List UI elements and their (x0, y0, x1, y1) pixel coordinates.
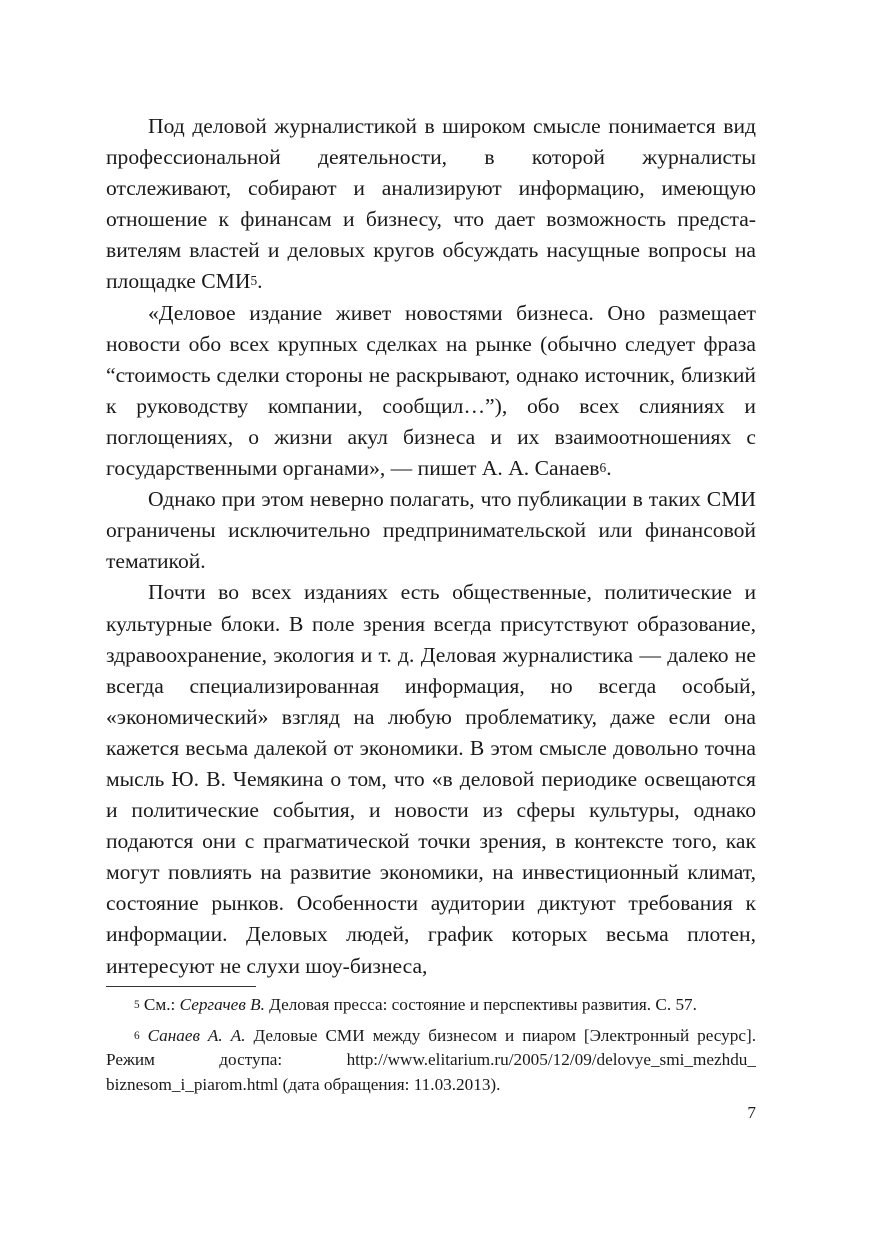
page-number: 7 (747, 1103, 756, 1122)
footnote-5-prefix: См.: (143, 995, 180, 1014)
paragraph-2-end: . (606, 456, 612, 481)
footnote-divider (106, 986, 256, 987)
paragraph-1 (106, 111, 756, 298)
footnote-5-mark: 5 (134, 999, 140, 1011)
paragraph-4 (106, 577, 756, 981)
paragraph-4-text: Почти во всех изданиях есть общественные, политические и культурные блоки. В поле зрения всегда присутствуют образование, здравоохранение, экология и т. д. Деловая журналистика — далеко не всегда специализированная информация, но всегда особый, «экономический» взгляд на любую проблематику, даже если она кажется весьма далекой от экономики. В этом смысле довольно точна мысль Ю. В. Чемякина о том, что «в деловой периодике освещаются и политические события, и новости из сферы культуры, однако подаются они с прагматической точки зрения, в контексте того, как могут повлиять на развитие экономики, на инвестиционный климат, состояние рынков. Особенности аудитории диктуют требования к информации. Деловых людей, график которых весьма плотен, интересуют не слухи шоу-бизнеса, (106, 580, 756, 978)
body-text (106, 111, 756, 982)
footnote-ref-5: 5 (250, 273, 258, 289)
footnotes (106, 993, 756, 1103)
footnote-6-author: Санаев А. А. (147, 1025, 246, 1045)
footnote-5-text: Деловая пресса: состояние и перспективы развития. С. 57. (264, 995, 697, 1014)
paragraph-1-text: Под деловой журналистикой в широком смысле понимается вид профессиональной деятельности, в которой журналисты отслеживают, собирают и анализируют информацию, имеющую отношение к финансам и бизнесу, что дает возможность представителям властей и деловых кругов обсуждать насущные вопросы на площадке СМИ (106, 114, 756, 294)
paragraph-1-end: . (257, 269, 263, 294)
paragraph-3 (106, 484, 756, 577)
footnote-5 (106, 993, 756, 1018)
paragraph-2-text: «Деловое издание живет новостями бизнеса. Оно размещает новости обо всех крупных сделках на рынке (обычно следует фраза “стоимость сделки стороны не раскрывают, однако источник, близкий к руководству компании, сообщил…”), обо всех слияниях и поглощениях, о жизни акул бизнеса и их взаимоотношениях с государственными органами», — пишет А. А. Санаев (106, 300, 756, 481)
footnote-6-text: Деловые СМИ между бизнесом и пиаром [Электронный ресурс]. Режим доступа: http://www.elitarium.ru/2005/12/09/delovye_smi_mezhdu_ biznesom_i_piarom.html (дата обращения: 11.03.2013). (106, 1025, 757, 1094)
footnote-6-mark: 6 (134, 1029, 140, 1042)
footnote-ref-6: 6 (599, 460, 607, 476)
paragraph-2 (106, 298, 756, 485)
paragraph-3-text: Однако при этом неверно полагать, что публикации в таких СМИ ограничены исключительно предпринимательской или финансовой тематикой. (106, 487, 756, 574)
footnote-6 (106, 1024, 756, 1098)
footnote-5-author: Сергачев В. (179, 995, 265, 1014)
